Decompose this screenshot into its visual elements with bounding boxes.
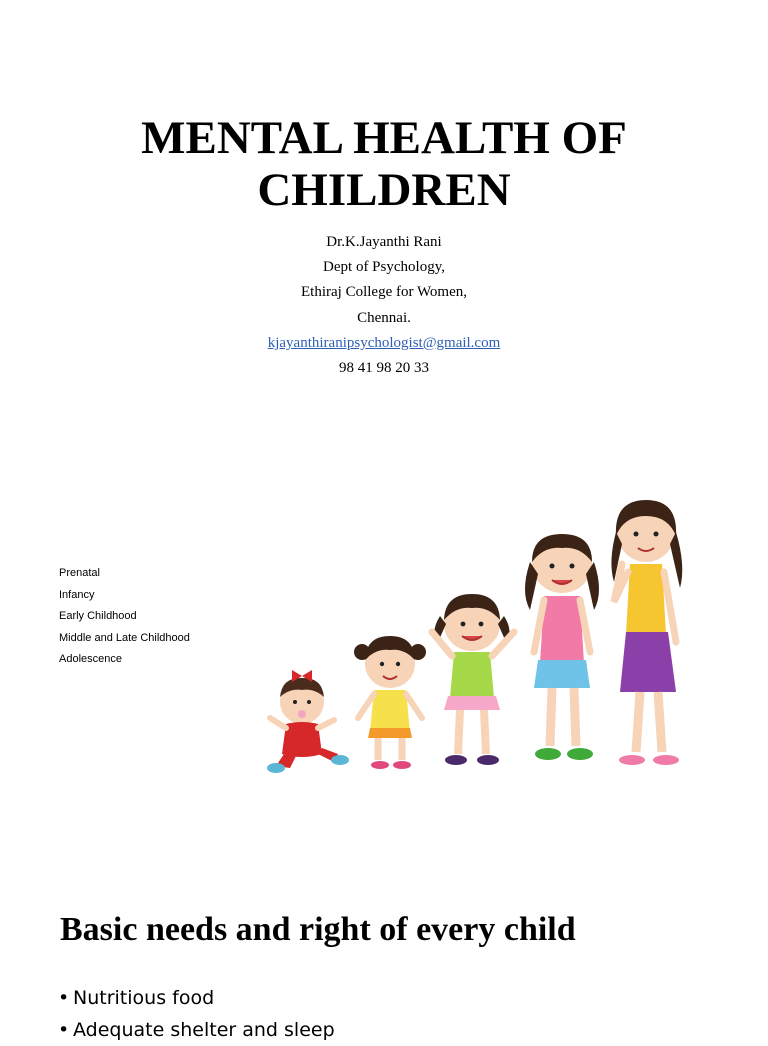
author-name: Dr.K.Jayanthi Rani	[326, 234, 442, 250]
section-heading: Basic needs and right of every child	[60, 911, 576, 948]
baby-figure	[267, 670, 349, 773]
development-stages-list	[59, 563, 190, 671]
needs-bullet-list	[58, 982, 335, 1046]
stage-item: Infancy	[59, 588, 95, 601]
stage-item: Early Childhood	[59, 610, 137, 623]
stage-item: Adolescence	[59, 653, 122, 666]
author-phone: 98 41 98 20 33	[339, 360, 429, 377]
child-figure	[432, 594, 514, 765]
bullet-item: • Adequate shelter and sleep	[58, 1014, 335, 1046]
title-line-1: MENTAL HEALTH OF	[141, 112, 627, 164]
stage-item: Prenatal	[59, 567, 100, 579]
children-growth-illustration	[262, 492, 702, 782]
toddler-figure	[354, 636, 426, 769]
stage-item: Middle and Late Childhood	[59, 631, 190, 644]
author-email-link[interactable]: kjayanthiranipsychologist@gmail.com	[267, 334, 501, 351]
document-title	[0, 112, 768, 216]
title-line-2: CHILDREN	[257, 164, 511, 216]
preteen-figure	[525, 534, 599, 760]
teen-figure	[611, 500, 682, 765]
author-dept: Dept of Psychology,	[323, 259, 445, 276]
author-city: Chennai.	[357, 309, 411, 326]
author-college: Ethiraj College for Women,	[301, 284, 467, 301]
bullet-item: • Nutritious food	[58, 982, 335, 1014]
author-block	[0, 230, 768, 381]
